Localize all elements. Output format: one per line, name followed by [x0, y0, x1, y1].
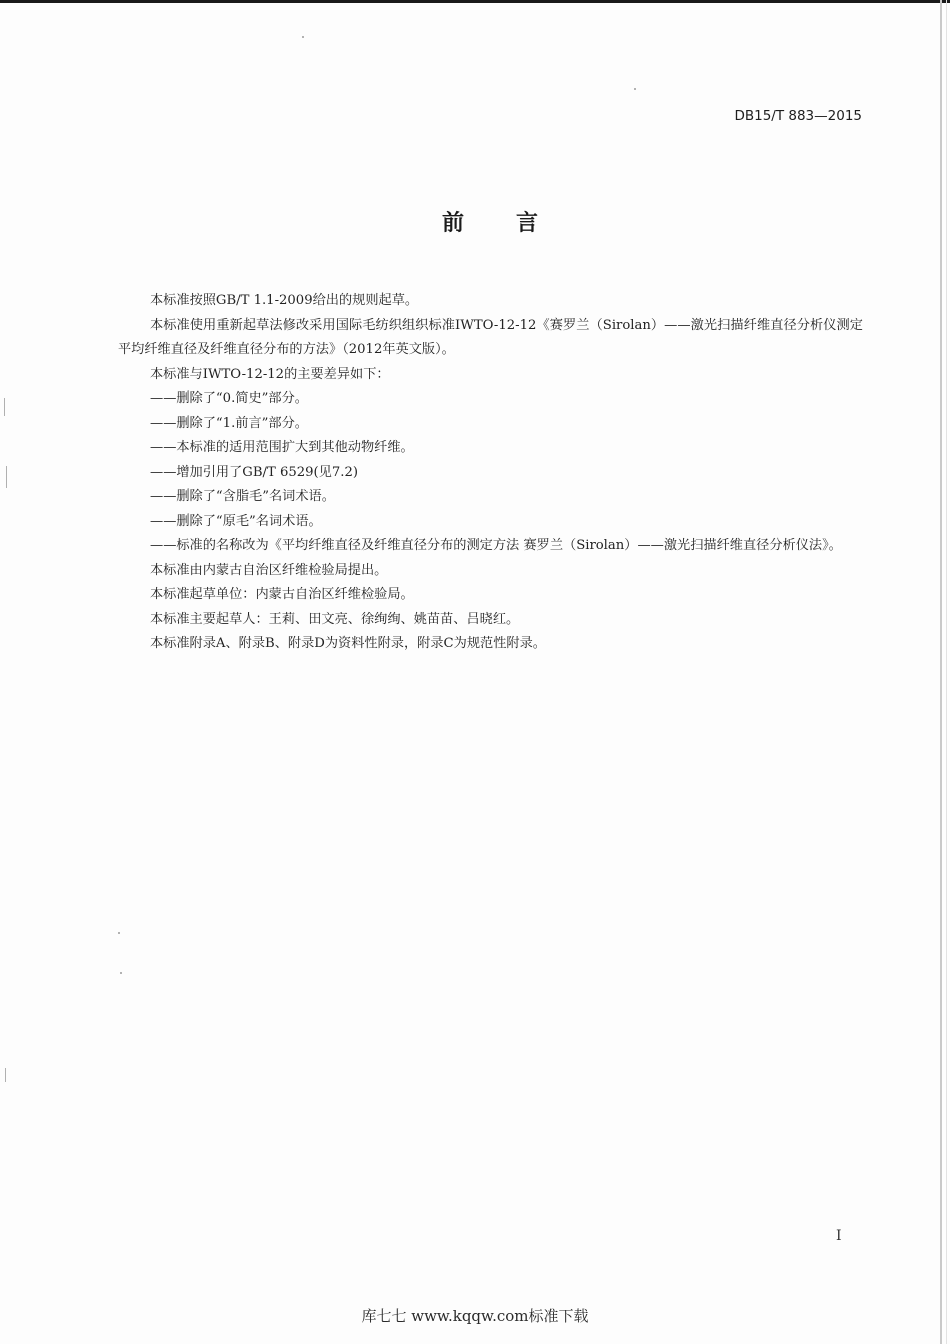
paragraph: 本标准附录A、附录B、附录D为资料性附录，附录C为规范性附录。: [150, 636, 546, 651]
standard-code: DB15/T 883—2015: [734, 108, 862, 124]
paragraph: 本标准与IWTO-12-12的主要差异如下：: [150, 366, 390, 382]
scan-speck: [120, 972, 122, 974]
list-item: ——删除了“含脂毛”名词术语。: [150, 489, 335, 504]
paragraph: 本标准主要起草人：王莉、田文亮、徐绚绚、姚苗苗、吕晓红。: [150, 611, 520, 627]
scan-speck: [118, 932, 120, 934]
margin-mark: [4, 398, 5, 416]
page-title: 前言: [441, 211, 590, 236]
page-number: I: [836, 1228, 842, 1244]
list-item: ——删除了“原毛”名词术语。: [150, 513, 322, 529]
list-item: ——标准的名称改为《平均纤维直径及纤维直径分布的测定方法 赛罗兰（Sirolan）——激光扫描纤维直径分析仪法》。: [150, 538, 842, 553]
footer-watermark: 库七七 www.kqqw.com标准下载: [361, 1307, 589, 1325]
scan-speck: [302, 36, 304, 38]
list-item: ——增加引用了GB/T 6529(见7.2): [150, 464, 358, 480]
paragraph: 本标准使用重新起草法修改采用国际毛纺织组织标准IWTO-12-12《赛罗兰（Sirolan）——激光扫描纤维直径分析仪测定平均纤维直径及纤维直径分布的方法》（2012年英文版）。: [118, 317, 863, 357]
margin-mark: [5, 1068, 6, 1082]
list-item: ——删除了“0.简史”部分。: [150, 391, 308, 406]
scan-right-edge-shadow: [946, 0, 947, 1344]
scan-speck: [634, 88, 636, 90]
paragraph: 本标准起草单位：内蒙古自治区纤维检验局。: [150, 587, 414, 602]
list-item: ——本标准的适用范围扩大到其他动物纤维。: [150, 440, 414, 455]
scan-top-edge: [0, 0, 950, 3]
scan-right-edge: [940, 0, 942, 1344]
margin-mark: [6, 466, 7, 488]
list-item: ——删除了“1.前言”部分。: [150, 415, 308, 431]
paragraph: 本标准由内蒙古自治区纤维检验局提出。: [150, 562, 388, 578]
paragraph: 本标准按照GB/T 1.1-2009给出的规则起草。: [150, 293, 419, 308]
foreword-body: [118, 289, 863, 657]
